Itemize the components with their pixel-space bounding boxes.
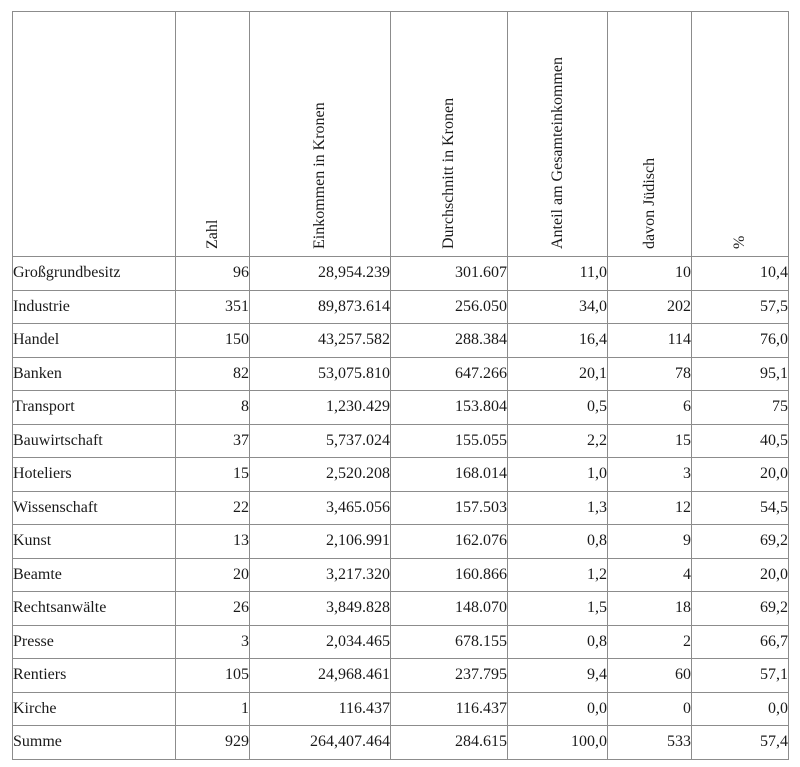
zahl-cell: 22 — [176, 491, 250, 525]
percent-cell: 57,1 — [692, 659, 789, 693]
juedisch-cell: 18 — [608, 592, 692, 626]
einkommen-cell: 53,075.810 — [250, 357, 391, 391]
table-row — [13, 592, 789, 626]
percent-cell: 20,0 — [692, 458, 789, 492]
category-cell: Großgrundbesitz — [13, 257, 176, 291]
header-row — [13, 12, 789, 257]
juedisch-cell: 78 — [608, 357, 692, 391]
durchschnitt-cell: 116.437 — [391, 692, 508, 726]
einkommen-cell: 264,407.464 — [250, 726, 391, 760]
percent-cell: 95,1 — [692, 357, 789, 391]
percent-cell: 69,2 — [692, 592, 789, 626]
zahl-cell: 105 — [176, 659, 250, 693]
zahl-cell: 351 — [176, 290, 250, 324]
zahl-cell: 82 — [176, 357, 250, 391]
header-label: Durchschnitt in Kronen — [440, 97, 457, 249]
header-cell-category — [13, 12, 176, 257]
table-row — [13, 290, 789, 324]
einkommen-cell: 2,106.991 — [250, 525, 391, 559]
durchschnitt-cell: 168.014 — [391, 458, 508, 492]
anteil-cell: 0,0 — [508, 692, 608, 726]
anteil-cell: 0,8 — [508, 625, 608, 659]
einkommen-cell: 43,257.582 — [250, 324, 391, 358]
durchschnitt-cell: 647.266 — [391, 357, 508, 391]
durchschnitt-cell: 284.615 — [391, 726, 508, 760]
juedisch-cell: 114 — [608, 324, 692, 358]
table-row — [13, 458, 789, 492]
einkommen-cell: 3,849.828 — [250, 592, 391, 626]
category-cell: Industrie — [13, 290, 176, 324]
header-cell-anteil — [508, 12, 608, 257]
percent-cell: 0,0 — [692, 692, 789, 726]
category-cell: Rentiers — [13, 659, 176, 693]
percent-cell: 66,7 — [692, 625, 789, 659]
juedisch-cell: 60 — [608, 659, 692, 693]
header-label: Anteil am Gesamteinkommen — [548, 57, 566, 249]
header-label: % — [731, 235, 748, 249]
income-table — [12, 11, 789, 760]
table-row — [13, 692, 789, 726]
table-row — [13, 324, 789, 358]
category-cell: Bauwirtschaft — [13, 424, 176, 458]
header-cell-einkommen — [250, 12, 391, 257]
table-row — [13, 491, 789, 525]
zahl-cell: 929 — [176, 726, 250, 760]
category-cell: Wissenschaft — [13, 491, 176, 525]
anteil-cell: 20,1 — [508, 357, 608, 391]
juedisch-cell: 533 — [608, 726, 692, 760]
einkommen-cell: 3,465.056 — [250, 491, 391, 525]
durchschnitt-cell: 301.607 — [391, 257, 508, 291]
juedisch-cell: 12 — [608, 491, 692, 525]
einkommen-cell: 89,873.614 — [250, 290, 391, 324]
header-cell-durchschnitt — [391, 12, 508, 257]
einkommen-cell: 5,737.024 — [250, 424, 391, 458]
durchschnitt-cell: 153.804 — [391, 391, 508, 425]
durchschnitt-cell: 155.055 — [391, 424, 508, 458]
category-cell: Banken — [13, 357, 176, 391]
category-cell: Kunst — [13, 525, 176, 559]
zahl-cell: 13 — [176, 525, 250, 559]
header-label: Zahl — [203, 219, 221, 249]
header-cell-juedisch — [608, 12, 692, 257]
category-cell: Handel — [13, 324, 176, 358]
percent-cell: 57,4 — [692, 726, 789, 760]
table-row — [13, 424, 789, 458]
zahl-cell: 1 — [176, 692, 250, 726]
durchschnitt-cell: 256.050 — [391, 290, 508, 324]
anteil-cell: 1,5 — [508, 592, 608, 626]
einkommen-cell: 2,520.208 — [250, 458, 391, 492]
anteil-cell: 11,0 — [508, 257, 608, 291]
category-cell: Transport — [13, 391, 176, 425]
juedisch-cell: 2 — [608, 625, 692, 659]
zahl-cell: 8 — [176, 391, 250, 425]
einkommen-cell: 2,034.465 — [250, 625, 391, 659]
durchschnitt-cell: 237.795 — [391, 659, 508, 693]
header-cell-percent — [692, 12, 789, 257]
table-row — [13, 391, 789, 425]
zahl-cell: 37 — [176, 424, 250, 458]
anteil-cell: 0,5 — [508, 391, 608, 425]
einkommen-cell: 3,217.320 — [250, 558, 391, 592]
anteil-cell: 100,0 — [508, 726, 608, 760]
durchschnitt-cell: 162.076 — [391, 525, 508, 559]
category-cell: Rechtsanwälte — [13, 592, 176, 626]
einkommen-cell: 24,968.461 — [250, 659, 391, 693]
percent-cell: 40,5 — [692, 424, 789, 458]
juedisch-cell: 9 — [608, 525, 692, 559]
category-cell: Hoteliers — [13, 458, 176, 492]
table-row — [13, 625, 789, 659]
durchschnitt-cell: 157.503 — [391, 491, 508, 525]
percent-cell: 75 — [692, 391, 789, 425]
durchschnitt-cell: 288.384 — [391, 324, 508, 358]
durchschnitt-cell: 148.070 — [391, 592, 508, 626]
category-cell: Presse — [13, 625, 176, 659]
anteil-cell: 1,2 — [508, 558, 608, 592]
zahl-cell: 15 — [176, 458, 250, 492]
anteil-cell: 0,8 — [508, 525, 608, 559]
durchschnitt-cell: 160.866 — [391, 558, 508, 592]
table-row — [13, 558, 789, 592]
table-row — [13, 357, 789, 391]
header-label: Einkommen in Kronen — [311, 102, 328, 249]
percent-cell: 57,5 — [692, 290, 789, 324]
header-label: davon Jüdisch — [640, 157, 658, 249]
header-cell-zahl — [176, 12, 250, 257]
percent-cell: 69,2 — [692, 525, 789, 559]
anteil-cell: 2,2 — [508, 424, 608, 458]
juedisch-cell: 0 — [608, 692, 692, 726]
category-cell: Kirche — [13, 692, 176, 726]
zahl-cell: 150 — [176, 324, 250, 358]
anteil-cell: 34,0 — [508, 290, 608, 324]
juedisch-cell: 10 — [608, 257, 692, 291]
percent-cell: 54,5 — [692, 491, 789, 525]
durchschnitt-cell: 678.155 — [391, 625, 508, 659]
table-row — [13, 525, 789, 559]
anteil-cell: 16,4 — [508, 324, 608, 358]
table-row — [13, 659, 789, 693]
einkommen-cell: 116.437 — [250, 692, 391, 726]
juedisch-cell: 15 — [608, 424, 692, 458]
juedisch-cell: 6 — [608, 391, 692, 425]
juedisch-cell: 3 — [608, 458, 692, 492]
table-row — [13, 726, 789, 760]
category-cell: Beamte — [13, 558, 176, 592]
zahl-cell: 96 — [176, 257, 250, 291]
einkommen-cell: 1,230.429 — [250, 391, 391, 425]
juedisch-cell: 4 — [608, 558, 692, 592]
zahl-cell: 3 — [176, 625, 250, 659]
category-cell: Summe — [13, 726, 176, 760]
anteil-cell: 9,4 — [508, 659, 608, 693]
anteil-cell: 1,3 — [508, 491, 608, 525]
percent-cell: 20,0 — [692, 558, 789, 592]
zahl-cell: 20 — [176, 558, 250, 592]
percent-cell: 76,0 — [692, 324, 789, 358]
einkommen-cell: 28,954.239 — [250, 257, 391, 291]
juedisch-cell: 202 — [608, 290, 692, 324]
anteil-cell: 1,0 — [508, 458, 608, 492]
table-row — [13, 257, 789, 291]
zahl-cell: 26 — [176, 592, 250, 626]
percent-cell: 10,4 — [692, 257, 789, 291]
